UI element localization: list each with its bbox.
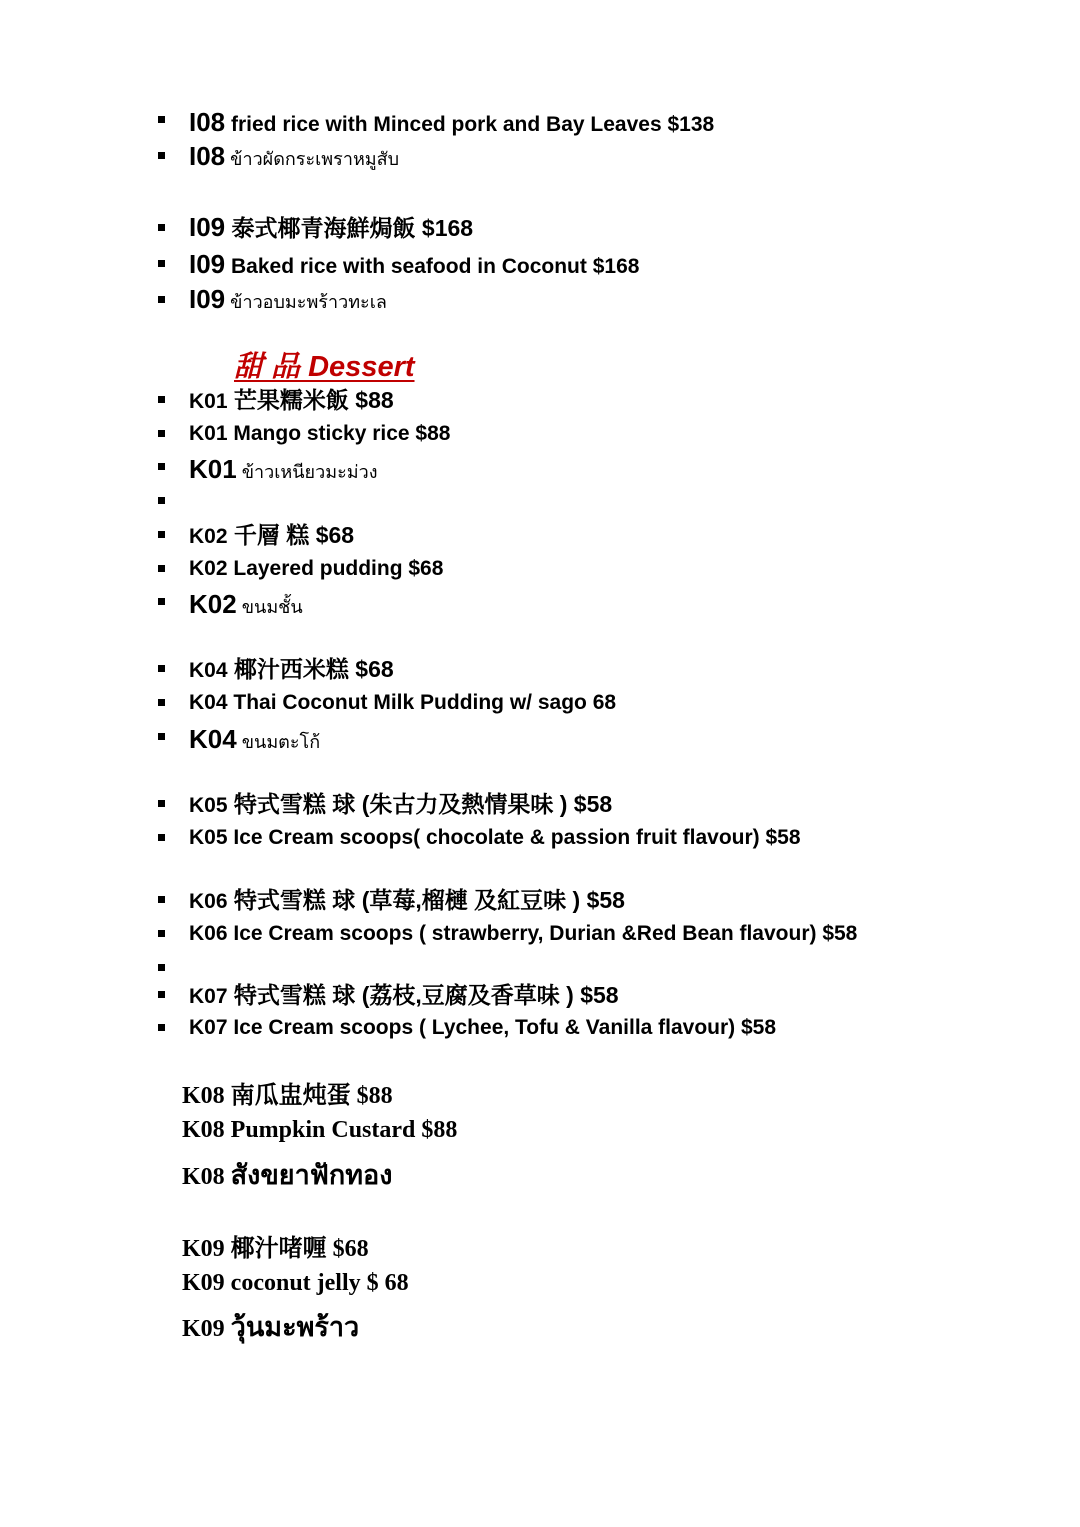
item-code: K01 [189, 390, 228, 413]
item-code: I08 [189, 107, 226, 137]
item-description: fried rice with Minced pork and Bay Leaves $138 [225, 113, 715, 136]
item-code: K04 [189, 724, 237, 754]
menu-item-k09-th [182, 1305, 359, 1348]
bullet-icon [158, 800, 165, 807]
item-description: สังขยาฟักทอง [230, 1160, 393, 1190]
bullet-icon [158, 497, 165, 504]
bullet-icon [158, 463, 165, 470]
item-description: 特式雪糕 球 (草莓,榴槤 及紅豆味 ) $58 [227, 887, 625, 913]
item-description: 特式雪糕 球 (荔枝,豆腐及香草味 ) $58 [227, 982, 619, 1008]
bullet-icon [158, 930, 165, 937]
item-code: K01 [189, 454, 237, 484]
item-description: 泰式椰青海鮮焗飯 $168 [225, 215, 474, 241]
item-code: I09 [189, 284, 226, 314]
section-title-dessert: 甜 品 Dessert [234, 351, 415, 383]
menu-item-text [189, 984, 619, 1007]
item-description: วุ้นมะพร้าว [230, 1312, 360, 1342]
bullet-icon [158, 260, 165, 267]
item-description: Thai Coconut Milk Pudding w/ sago 68 [227, 691, 617, 714]
bullet-icon [158, 964, 165, 971]
item-code: K02 [189, 525, 228, 548]
item-description: ข้าวผัดกระเพราหมูสับ [225, 149, 400, 169]
menu-item-k08-th [182, 1153, 392, 1196]
item-description: Mango sticky rice $88 [227, 422, 451, 445]
menu-item-text [189, 827, 801, 848]
menu-item-text [189, 923, 857, 944]
menu-item-k09-en: K09 coconut jelly $ 68 [182, 1270, 409, 1296]
bullet-icon [158, 296, 165, 303]
menu-item-text [189, 889, 625, 912]
item-description: ขนมชั้น [236, 597, 303, 617]
item-code: K04 [189, 691, 228, 714]
menu-item-text [189, 726, 320, 752]
item-code: K06 [189, 922, 228, 945]
menu-item-k08-zh: K08 南瓜盅炖蛋 $88 [182, 1083, 393, 1109]
bullet-icon [158, 224, 165, 231]
item-description: Layered pudding $68 [227, 557, 444, 580]
item-code: K02 [189, 589, 237, 619]
menu-item-text [189, 793, 612, 816]
bullet-icon [158, 565, 165, 572]
menu-item-text [189, 1017, 776, 1038]
bullet-icon [158, 834, 165, 841]
menu-item-text [189, 214, 473, 240]
item-description: 千層 糕 $68 [227, 522, 355, 548]
menu-item-text [189, 558, 443, 579]
item-code: I08 [189, 141, 226, 171]
bullet-icon [158, 396, 165, 403]
bullet-icon [158, 733, 165, 740]
menu-item-text [189, 143, 399, 169]
item-description: ขนมตะโก้ [236, 732, 321, 752]
item-description: Ice Cream scoops ( strawberry, Durian &Red Bean flavour) $58 [227, 922, 858, 945]
item-description: ข้าวเหนียวมะม่วง [236, 462, 378, 482]
item-code: I09 [189, 249, 226, 279]
bullet-icon [158, 116, 165, 123]
menu-item-text [189, 109, 714, 135]
menu-item-k08-en: K08 Pumpkin Custard $88 [182, 1117, 458, 1143]
item-code: K02 [189, 557, 228, 580]
menu-item-text [189, 286, 387, 312]
bullet-icon [158, 991, 165, 998]
item-code: I09 [189, 212, 226, 242]
item-description: Ice Cream scoops ( Lychee, Tofu & Vanilla flavour) $58 [227, 1016, 777, 1039]
menu-item-text [189, 389, 394, 412]
item-code: K07 [189, 985, 228, 1008]
item-code: K09 [182, 1316, 231, 1342]
menu-item-text [189, 591, 303, 617]
item-code: K05 [189, 794, 228, 817]
menu-item-text [189, 658, 394, 681]
bullet-icon [158, 430, 165, 437]
bullet-icon [158, 699, 165, 706]
item-code: K07 [189, 1016, 228, 1039]
item-description: 椰汁西米糕 $68 [227, 656, 394, 682]
menu-item-text [189, 423, 450, 444]
item-code: K05 [189, 826, 228, 849]
bullet-icon [158, 665, 165, 672]
menu-item-k09-zh: K09 椰汁啫喱 $68 [182, 1236, 369, 1262]
item-code: K06 [189, 890, 228, 913]
menu-item-text [189, 692, 616, 713]
item-description: 芒果糯米飯 $88 [227, 387, 394, 413]
menu-item-text [189, 524, 354, 547]
menu-item-text [189, 456, 378, 482]
item-description: Ice Cream scoops( chocolate & passion fruit flavour) $58 [227, 826, 801, 849]
bullet-icon [158, 598, 165, 605]
item-description: 特式雪糕 球 (朱古力及熱情果味 ) $58 [227, 791, 613, 817]
bullet-icon [158, 896, 165, 903]
bullet-icon [158, 531, 165, 538]
item-description: ข้าวอบมะพร้าวทะเล [225, 292, 387, 312]
item-code: K08 [182, 1164, 231, 1190]
item-code: K04 [189, 659, 228, 682]
bullet-icon [158, 152, 165, 159]
bullet-icon [158, 1024, 165, 1031]
item-code: K01 [189, 422, 228, 445]
menu-item-text [189, 251, 639, 277]
item-description: Baked rice with seafood in Coconut $168 [225, 255, 640, 278]
